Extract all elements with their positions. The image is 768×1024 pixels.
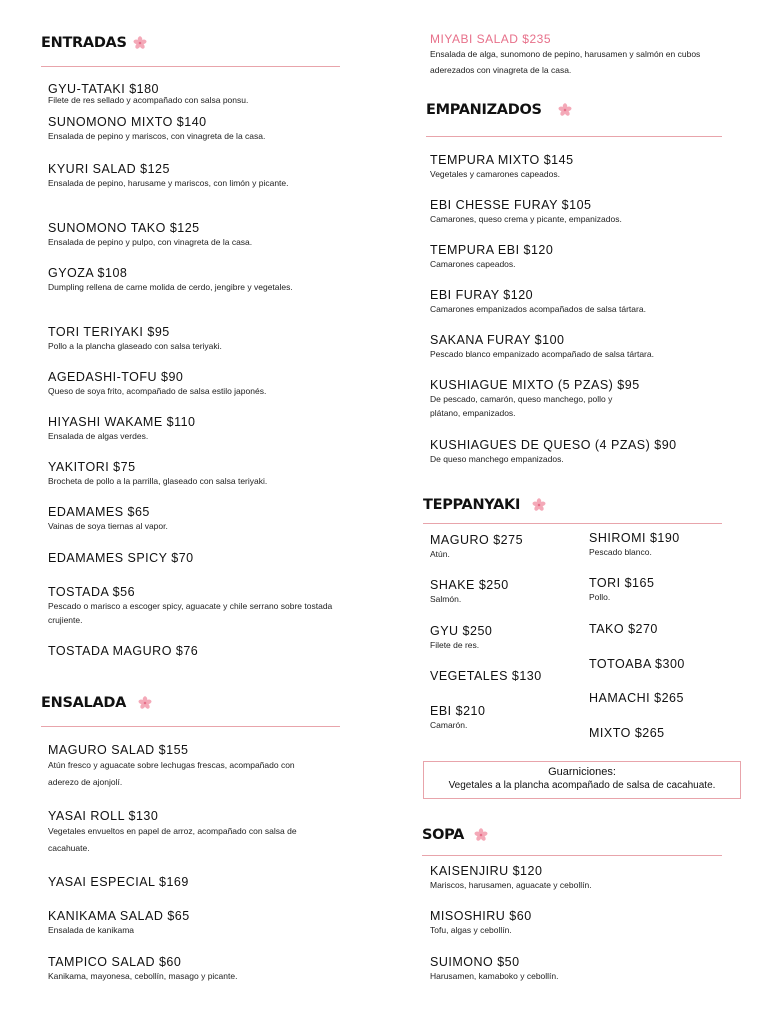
section-divider <box>41 66 340 67</box>
menu-item-ebi-furay <box>430 288 730 316</box>
menu-item-kaisenjiru <box>430 864 730 892</box>
item-name: TOTOABA $300 <box>589 657 685 671</box>
section-title-text: ENSALADA <box>41 695 127 711</box>
menu-item-vegetales <box>430 669 580 683</box>
item-name: HIYASHI WAKAME $110 <box>48 415 196 429</box>
item-name: MIYABI SALAD $235 <box>430 32 551 46</box>
item-name: HAMACHI $265 <box>589 691 684 705</box>
item-name: GYOZA $108 <box>48 266 128 280</box>
item-description: Vegetales y camarones capeados. <box>430 169 560 179</box>
item-description: Atún fresco y aguacate sobre lechugas frescas, acompañado con aderezo de ajonjolí. <box>48 760 295 787</box>
section-title-sopa <box>422 827 488 843</box>
item-description: Kanikama, mayonesa, cebollín, masago y picante. <box>48 971 238 981</box>
section-divider <box>423 523 722 524</box>
item-name: SUNOMONO MIXTO $140 <box>48 115 207 129</box>
section-title-teppanyaki <box>423 497 546 513</box>
menu-item-tako <box>589 622 729 636</box>
item-name: GYU $250 <box>430 624 493 638</box>
menu-item-miyabi-salad <box>430 32 720 78</box>
item-name: EBI $210 <box>430 704 486 718</box>
item-name: SHAKE $250 <box>430 578 509 592</box>
menu-item-sunomono-mixto <box>48 115 338 143</box>
guarniciones-text: Vegetales a la plancha acompañado de salsa de cacahuate. <box>448 780 716 791</box>
menu-item-agedashi-tofu <box>48 370 338 398</box>
menu-item-yasai-roll <box>48 809 318 857</box>
item-description: Pollo. <box>589 592 611 602</box>
item-description: Mariscos, harusamen, aguacate y cebollín. <box>430 880 592 890</box>
item-name: EDAMAMES $65 <box>48 505 150 519</box>
item-name: MAGURO SALAD $155 <box>48 743 189 757</box>
section-title-entradas <box>41 35 147 51</box>
item-description: De queso manchego empanizados. <box>430 454 564 464</box>
item-name: GYU-TATAKI $180 <box>48 82 160 96</box>
item-name: SUIMONO $50 <box>430 955 520 969</box>
item-name: TORI $165 <box>589 576 655 590</box>
guarniciones-box <box>423 761 741 799</box>
item-description: Camarones, queso crema y picante, empanizados. <box>430 214 622 224</box>
item-description: Ensalada de pepino y mariscos, con vinagreta de la casa. <box>48 131 266 141</box>
menu-item-tampico-salad <box>48 955 338 983</box>
section-divider <box>426 136 722 137</box>
item-name: VEGETALES $130 <box>430 669 542 683</box>
item-name: KAISENJIRU $120 <box>430 864 543 878</box>
item-description: Filete de res. <box>430 640 480 650</box>
menu-item-kanikama-salad <box>48 909 338 937</box>
item-name: YASAI ROLL $130 <box>48 809 159 823</box>
item-name: TORI TERIYAKI $95 <box>48 325 170 339</box>
menu-item-tori-teriyaki <box>48 325 338 353</box>
section-title-text: EMPANIZADOS <box>426 102 542 118</box>
menu-item-tori <box>589 576 729 604</box>
item-description: Pollo a la plancha glaseado con salsa teriyaki. <box>48 341 222 351</box>
item-description: Ensalada de algas verdes. <box>48 431 149 441</box>
item-description: Pescado blanco. <box>589 547 652 557</box>
item-description: Harusamen, kamaboko y cebollín. <box>430 971 559 981</box>
menu-item-sakana-furay <box>430 333 730 361</box>
item-name: TOSTADA MAGURO $76 <box>48 644 199 658</box>
item-description: Ensalada de alga, sunomono de pepino, harusamen y salmón en cubos aderezados con vinagreta de la casa. <box>430 49 701 75</box>
menu-item-maguro-salad <box>48 743 318 791</box>
cherry-blossom-icon <box>133 36 147 50</box>
cherry-blossom-icon <box>474 828 488 842</box>
menu-item-yakitori <box>48 460 338 488</box>
menu-item-tempura-mixto <box>430 153 730 181</box>
menu-item-edamames-spicy <box>48 551 338 565</box>
item-name: KUSHIAGUES DE QUESO (4 PZAS) $90 <box>430 438 677 452</box>
item-description: Atún. <box>430 549 450 559</box>
item-name: MISOSHIRU $60 <box>430 909 532 923</box>
item-name: SAKANA FURAY $100 <box>430 333 565 347</box>
menu-item-yasai-especial <box>48 875 338 889</box>
item-description: Vainas de soya tiernas al vapor. <box>48 521 168 531</box>
item-description: Queso de soya frito, acompañado de salsa estilo japonés. <box>48 386 267 396</box>
menu-item-kyuri-salad <box>48 162 318 190</box>
item-name: YASAI ESPECIAL $169 <box>48 875 189 889</box>
item-name: SUNOMONO TAKO $125 <box>48 221 200 235</box>
section-title-text: TEPPANYAKI <box>423 497 521 513</box>
menu-item-gyu-tataki <box>48 82 338 107</box>
menu-item-mixto <box>589 726 729 740</box>
item-description: Camarones capeados. <box>430 259 516 269</box>
item-name: TAKO $270 <box>589 622 658 636</box>
item-description: Ensalada de pepino, harusame y mariscos, con limón y picante. <box>48 178 289 188</box>
menu-item-gyoza <box>48 266 308 294</box>
menu-item-sunomono-tako <box>48 221 338 249</box>
item-name: KYURI SALAD $125 <box>48 162 170 176</box>
menu-item-shake <box>430 578 580 606</box>
item-description: Ensalada de kanikama <box>48 925 135 935</box>
item-name: YAKITORI $75 <box>48 460 136 474</box>
menu-item-hiyashi-wakame <box>48 415 338 443</box>
item-description: Brocheta de pollo a la parrilla, glaseado con salsa teriyaki. <box>48 476 268 486</box>
menu-item-tostada <box>48 585 333 627</box>
item-description: Camarón. <box>430 720 468 730</box>
menu-item-ebi-chesse-furay <box>430 198 730 226</box>
item-description: Pescado o marisco a escoger spicy, aguacate y chile serrano sobre tostada crujiente. <box>48 601 333 625</box>
section-title-text: ENTRADAS <box>41 35 127 51</box>
menu-item-hamachi <box>589 691 729 705</box>
item-description: Ensalada de pepino y pulpo, con vinagreta de la casa. <box>48 237 253 247</box>
item-description: Tofu, algas y cebollín. <box>430 925 512 935</box>
item-name: KUSHIAGUE MIXTO (5 PZAS) $95 <box>430 378 640 392</box>
item-description: Vegetales envueltos en papel de arroz, acompañado con salsa de cacahuate. <box>48 826 297 853</box>
cherry-blossom-icon <box>532 498 546 512</box>
menu-item-edamames <box>48 505 338 533</box>
menu-item-ebi <box>430 704 580 732</box>
item-name: SHIROMI $190 <box>589 531 680 545</box>
item-name: KANIKAMA SALAD $65 <box>48 909 190 923</box>
menu-item-totoaba <box>589 657 729 671</box>
menu-item-tostada-maguro <box>48 644 338 658</box>
menu-item-misoshiru <box>430 909 730 937</box>
item-name: EBI FURAY $120 <box>430 288 534 302</box>
cherry-blossom-icon <box>138 696 152 710</box>
item-description: Salmón. <box>430 594 462 604</box>
item-name: TOSTADA $56 <box>48 585 136 599</box>
section-title-ensalada <box>41 695 152 711</box>
item-description: Dumpling rellena de carne molida de cerdo, jengibre y vegetales. <box>48 282 293 292</box>
item-name: MAGURO $275 <box>430 533 524 547</box>
menu-item-kushiagues-de-queso <box>430 438 730 466</box>
menu-item-gyu <box>430 624 580 652</box>
item-name: TEMPURA MIXTO $145 <box>430 153 574 167</box>
menu-item-kushiague-mixto <box>430 378 640 420</box>
item-description: Pescado blanco empanizado acompañado de salsa tártara. <box>430 349 654 359</box>
section-divider <box>41 726 340 727</box>
item-description: De pescado, camarón, queso manchego, pollo y plátano, empanizados. <box>430 394 613 418</box>
menu-item-maguro <box>430 533 580 561</box>
section-title-text: SOPA <box>422 827 465 843</box>
cherry-blossom-icon <box>558 103 572 117</box>
item-name: TEMPURA EBI $120 <box>430 243 554 257</box>
item-name: EDAMAMES SPICY $70 <box>48 551 194 565</box>
item-name: EBI CHESSE FURAY $105 <box>430 198 592 212</box>
section-title-empanizados <box>426 102 572 118</box>
menu-item-shiromi <box>589 531 729 559</box>
guarniciones-title: Guarniciones: <box>548 766 616 778</box>
menu-item-tempura-ebi <box>430 243 730 271</box>
item-description: Camarones empanizados acompañados de salsa tártara. <box>430 304 646 314</box>
item-name: MIXTO $265 <box>589 726 665 740</box>
item-name: TAMPICO SALAD $60 <box>48 955 182 969</box>
section-divider <box>422 855 722 856</box>
menu-item-suimono <box>430 955 730 983</box>
item-description: Filete de res sellado y acompañado con salsa ponsu. <box>48 95 249 105</box>
item-name: AGEDASHI-TOFU $90 <box>48 370 184 384</box>
